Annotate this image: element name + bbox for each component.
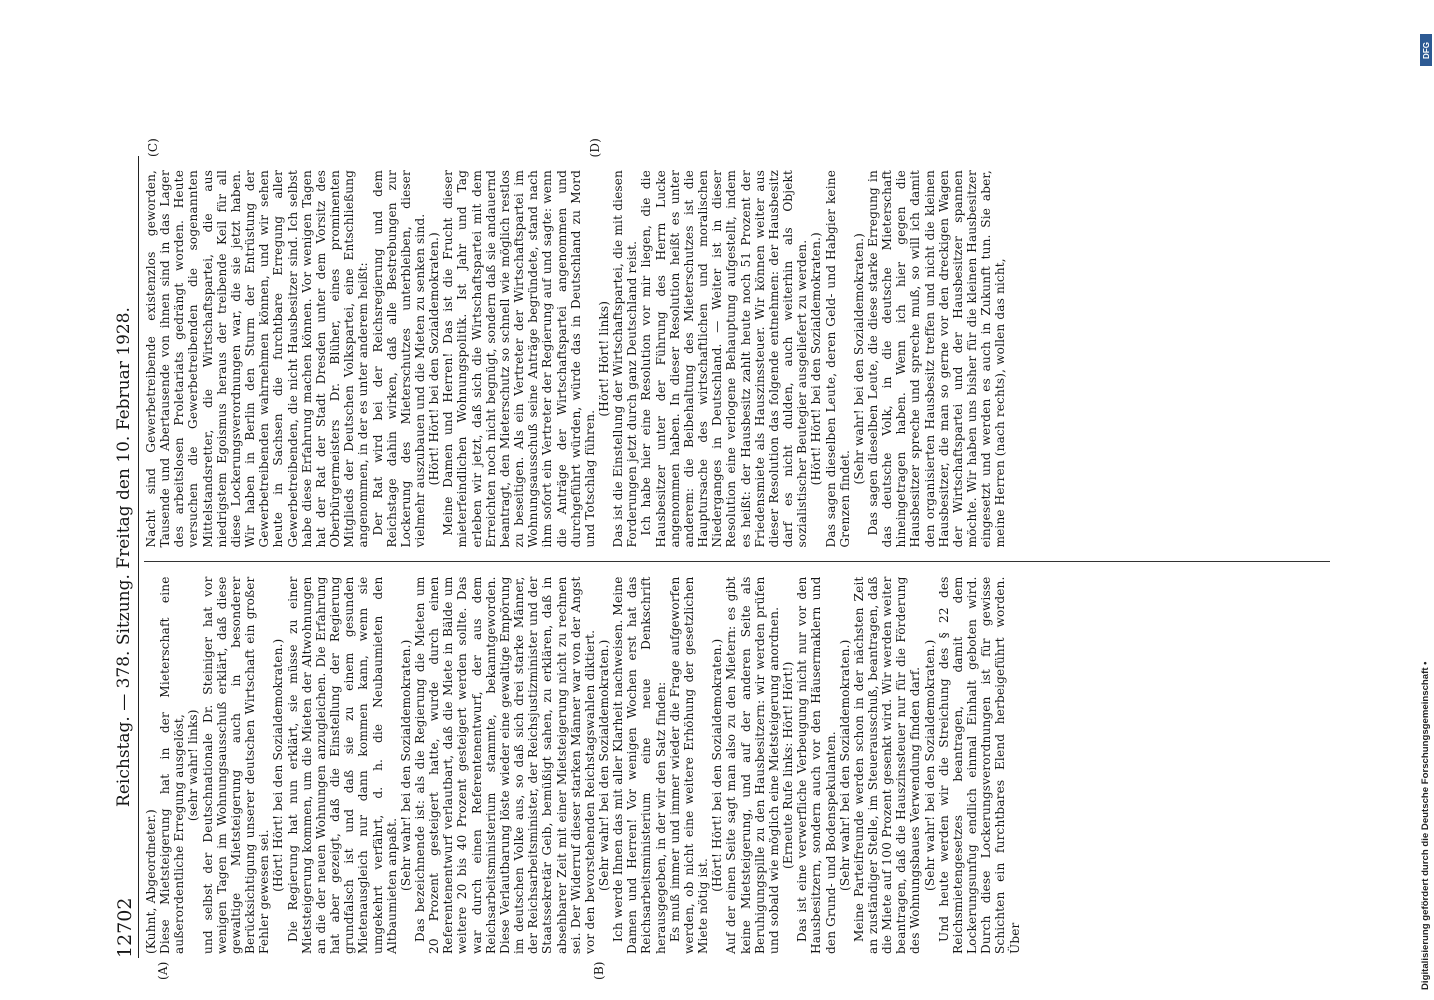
paragraph: Auf der einen Seite sagt man also zu den Mietern: es gibt keine Mietsteigerung, und auf der anderen Seite als Beruhigungspille zu den Hausbesitzern: wir werden prüfen und sobald wie möglich eine Mietsteigerung anordnen.: [724, 576, 781, 954]
paragraph: Ich habe hier eine Resolution vor mir liegen, die die Hausbesitzer unter der Führung des Herrn Lucke angenommen haben. In dieser Resolution heißt es unter anderem: die Beibehaltung des Mieterschutzes ist die Hauptursache des wirtschaftlichen und moralischen Niederganges in Deutschland. — Weiter ist in dieser Resolution eine verlogene Behauptung aufgestellt, indem es heißt: der Hausbesitz zahlt heute noch 51 Prozent der Friedensmiete als Hauszinssteuer. Wir können weiter aus dieser Resolution das folgende entnehmen: der Hausbesitz darf es nicht dulden, auch weiterhin als Objekt sozialistischer Beutegier ausgeliefert zu werden.: [639, 170, 810, 548]
paragraph: Das sagen dieselben Leute, die diese starke Erregung in das deutsche Volk, in die deutsche Mieterschaft hineingetragen haben. Wenn ich hier gegen die Hausbesitzer spreche und spreche muß, so will ich damit den organisierten Hausbesitz treffen und nicht die kleinen Hausbesitzer, die man so gerne vor den dreckigen Wagen der Wirtschaftspartei und der Hausbesitzer spannen möchte. Wir haben uns bisher für die kleinen Hausbesitzer eingesetzt und werden es auch in Zukunft tun. Sie aber, meine Herren (nach rechts), wollen das nicht,: [865, 170, 1008, 548]
right-column: [144, 138, 1330, 562]
text-columns: [144, 138, 1330, 980]
scanned-page: [92, 140, 1342, 980]
interjection: (Hört! Hört! bei den Sozialdemokraten.): [427, 232, 442, 486]
paragraph: Nacht sind Gewerbetreibende existenzlos geworden, Tausende und Abertausende von ihnen sind in das Lager des arbeitslosen Proletariats gedrängt worden. Heute versuchen die Gewerbetreibenden die sogenannten Mittelstandsretter, die Wirtschaftspartei, die aus niedrigstem Egoismus heraus der treibende Keil für all diese Lockerungsverordnungen war, die sie jetzt haben. Wir haben in Berlin den Sturm der Entrüstung der Gewerbetreibenden wahrnehmen können, und wir sehen heute in Sachsen die furchtbare Erregung aller Gewerbetreibenden, die nicht Hausbesitzer sind. Ich selbst habe diese Erfahrung machen können. Vor wenigen Tagen hat der Rat der Stadt Dresden unter dem Vorsitz des Oberbürgermeisters Dr. Blüher, eines prominenten Mitglieds der Deutschen Volkspartei, eine Entschließung angenommen, in der es unter anderem heißt:: [144, 170, 371, 548]
interjection: (Sehr wahr! bei den Sozialdemokraten.): [922, 639, 937, 891]
interjection: (Sehr wahr! bei den Sozialdemokraten.): [398, 639, 413, 891]
paragraph: Das ist die Einstellung der Wirtschaftspartei, die mit diesen Forderungen jetzt durch ganz Deutschland reist.: [611, 170, 640, 548]
paragraph: Das ist eine verwerfliche Verbeugung nicht nur vor den Hausbesitzern, sondern auch vor den Häusermaklern und den Grund- und Bodenspekulanten.: [795, 576, 838, 954]
interjection: (Sehr wahr! bei den Sozialdemokraten.): [597, 639, 611, 891]
paragraph: Und heute werden wir die Streichung des § 22 des Reichsmietengesetzes beantragen, damit dem Lockerungsunfug endlich einmal Einhalt geboten wird. Durch diese Lockerungsverordnungen ist für gewisse Schichten ein furchtbares Elend herbeigeführt worden. Über: [936, 576, 1022, 954]
paragraph: Das bezeichnende ist: als die Regierung die Mieten um 20 Prozent gesteigert hatte, wurde durch einen Referentenentwurf verlautbart, daß die Miete in Bälde um weitere 20 bis 40 Prozent gesteigert werden sollte. Das war durch einen Referentenentwurf, der aus dem Reichsarbeitsministerium stammte, bekanntgeworden. Diese Verlautbarung löste wieder eine gewaltige Empörung im deutschen Volke aus, so daß sich drei starke Männer, der Reichsarbeitsminister, der Reichsjustizminister und der Staatssekretär Geib, bemüßigt sahen, zu erklären, daß in absehbarer Zeit mit einer Mietsteigerung nicht zu rechnen sei. Der Widerruf dieser starken Männer war von der Angst vor den bevorstehenden Reichstagswahlen diktiert.: [412, 576, 597, 954]
page-content: [92, 140, 1342, 980]
interjection: (Sehr wahr! bei den Sozialdemokraten.): [837, 639, 852, 891]
paragraph: Der Rat wird bei der Reichsregierung und dem Reichstage dahin wirken, daß alle Bestrebungen zur Lockerung des Mieterschutzes unterbleiben, dieser vielmehr auszubauen und die Mieten zu senken sind.: [370, 170, 427, 548]
interjection: (Sehr wahr! bei den Sozialdemokraten.): [851, 233, 866, 485]
margin-marker-c: (C): [146, 138, 160, 157]
paragraph: Die Regierung hat nun erklärt, sie müsse zu einer Mietsteigerung kommen, um die Mieten der Altwohnungen an die der neuen Wohnungen anzugleichen. Die Erfahrung hat aber gezeigt, daß die Einstellung der Regierung grundfalsch ist und daß sie zu einem gesunden Mietenausgleich nur dann kommen kann, wenn sie umgekehrt verfährt, d. h. die Neubaumieten den Altbaumieten anpaßt.: [285, 576, 399, 954]
paragraph: (Kuhnt, Abgeordneter.): [144, 809, 158, 954]
interjection: (Hört! Hört! links): [597, 300, 611, 417]
left-column: [144, 562, 1330, 980]
paragraph: Diese Mietsteigerung hat in der Mieterschaft eine außerordentliche Erregung ausgelöst,: [158, 576, 187, 954]
paragraph: Meine Parteifreunde werden schon in der nächsten Zeit an zuständiger Stelle, im Steuerausschuß, beantragen, daß die Miete auf 100 Prozent gesenkt wird. Wir werden weiter beantragen, daß die Hauszinssteuer nur für die Förderung des Wohnungsbaues Verwendung finden darf.: [851, 576, 923, 954]
margin-marker-a: (A): [156, 961, 170, 980]
interjection: (Hört! Hört! bei den Sozialdemokraten.): [271, 638, 286, 892]
interjection: (Erneute Rufe links: Hört! Hört!): [781, 661, 796, 869]
paragraph: Es muß immer und immer wieder die Frage aufgeworfen werden, ob nicht eine weitere Erhöhung der gesetzlichen Miete nötig ist.: [667, 576, 711, 954]
interjection: (sehr wahr! links): [186, 709, 201, 822]
paragraph: Ich werde Ihnen das mit aller Klarheit nachweisen. Meine Damen und Herren! Vor wenigen Wochen erst hat das Reichsarbeitsministerium eine neue Denkschrift herausgegeben, in der wir den Satz finden:: [611, 576, 668, 954]
page-title: Reichstag. — 378. Sitzung. Freitag den 10. Februar 1928.: [114, 307, 134, 807]
paragraph: Meine Damen und Herren! Das ist die Frucht dieser mieterfeindlichen Wohnungspolitik. Ist Jahr und Tag erleben wir jetzt, daß sich die Wirtschaftspartei mit dem Erreichten noch nicht begnügt, sondern daß sie andauernd beantragt, den Mieterschutz so schnell wie möglich restlos zu beseitigen. Als ein Vertreter der Wirtschaftspartei im Wohnungsausschuß seine Anträge begründete, stand nach ihm sofort ein Vertreter der Regierung auf und sagte: wenn die Anträge der Wirtschaftspartei angenommen und durchgeführt würden, würde das in Deutschland zu Mord und Totschlag führen.: [441, 170, 597, 548]
margin-marker-b: (B): [592, 961, 606, 980]
dfg-logo: DFG: [1420, 34, 1432, 66]
margin-marker-d: (D): [588, 138, 602, 158]
interjection: (Hört! Hört! bei den Sozialdemokraten.): [710, 638, 725, 892]
page-header: [110, 156, 139, 958]
paragraph: Das sagen dieselben Leute, deren Geld- und Habgier keine Grenzen findet.: [823, 170, 852, 548]
digitization-credit: Digitalisierung gefördert durch die Deutsche Forschungsgemeinschaft •: [1420, 661, 1431, 990]
interjection: (Hört! Hört! bei den Sozialdemokraten.): [809, 232, 824, 486]
paragraph: und selbst der Deutschnationale Dr. Steiniger hat vor wenigen Tagen im Wohnungsausschuß erklärt, daß diese gewaltige Mietsteigerung auch in besonderer Berücksichtigung unserer deutschen Wirtschaft ein großer Fehler gewesen sei.: [200, 576, 272, 954]
page-number: 12702: [114, 897, 136, 958]
